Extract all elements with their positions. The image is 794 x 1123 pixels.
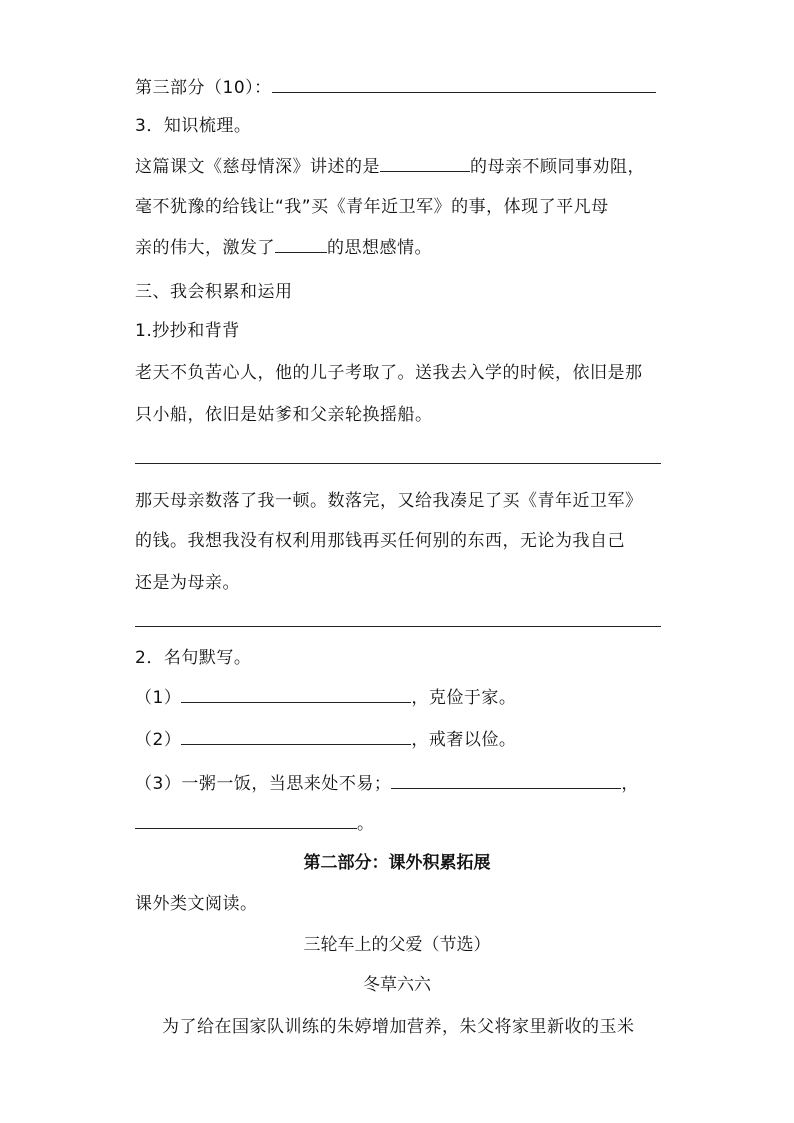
quote-1-number: （1） (135, 688, 182, 708)
quote-3-end: 。 (357, 814, 375, 834)
part3-line (135, 76, 656, 99)
part3-answer-blank[interactable] (272, 76, 656, 93)
copy-p2-line-2: 的钱。我想我没有权利用那钱再买任何别的东西，无论为我自己 (135, 531, 625, 551)
quotes-heading: 2．名句默写。 (135, 648, 252, 668)
quote-3-blank-2[interactable] (135, 812, 357, 829)
quote-1-post: ，克俭于家。 (411, 688, 517, 708)
quote-2-post: ，戒奢以俭。 (411, 730, 517, 750)
knowledge-line-1-pre: 这篇课文《慈母情深》讲述的是 (135, 157, 380, 177)
quote-3 (135, 772, 639, 795)
quote-1 (135, 686, 516, 709)
reading-author: 冬草六六 (363, 975, 431, 995)
section3-heading: 三、我会积累和运用 (135, 282, 293, 302)
reading-body-line-1: 为了给在国家队训练的朱婷增加营养，朱父将家里新收的玉米 (162, 1017, 635, 1037)
copy-writing-line-2[interactable] (135, 626, 661, 627)
quote-3-comma: ， (621, 774, 639, 794)
knowledge-line-1 (135, 155, 645, 178)
quote-3-pre: 一粥一饭，当思来处不易； (181, 774, 392, 794)
quote-2 (135, 728, 516, 751)
part2-heading: 第二部分：课外积累拓展 (303, 853, 491, 873)
copy-p1-line-1: 老天不负苦心人，他的儿子考取了。送我去入学的时候，依旧是那 (135, 363, 643, 383)
quote-3-blank-1[interactable] (391, 772, 621, 789)
quote-3-continued (135, 812, 375, 835)
knowledge-blank-1[interactable] (380, 155, 470, 172)
knowledge-line-2: 毫不犹豫的给钱让“我”买《青年近卫军》的事，体现了平凡母 (135, 197, 609, 217)
reading-title: 三轮车上的父爱（节选） (303, 935, 491, 955)
quote-1-blank[interactable] (181, 686, 411, 703)
copy-p2-line-3: 还是为母亲。 (135, 573, 240, 593)
quote-2-number: （2） (135, 730, 182, 750)
knowledge-heading: 3．知识梳理。 (135, 116, 252, 136)
copy-heading: 1.抄抄和背背 (135, 321, 240, 341)
part3-label: 第三部分（10）： (135, 78, 272, 98)
copy-p1-line-2: 只小船，依旧是姑爹和父亲轮换摇船。 (135, 405, 433, 425)
knowledge-line-3-pre: 亲的伟大，激发了 (135, 238, 275, 258)
knowledge-blank-2[interactable] (275, 236, 327, 253)
knowledge-line-1-post: 的母亲不顾同事劝阻， (470, 157, 645, 177)
knowledge-line-3-post: 的思想感情。 (327, 238, 432, 258)
copy-p2-line-1: 那天母亲数落了我一顿。数落完，又给我凑足了买《青年近卫军》 (135, 491, 643, 511)
quote-3-number: （3） (135, 774, 182, 794)
quote-2-blank[interactable] (181, 728, 411, 745)
copy-writing-line-1[interactable] (135, 463, 661, 464)
reading-intro: 课外类文阅读。 (135, 894, 258, 914)
knowledge-line-3 (135, 236, 432, 259)
